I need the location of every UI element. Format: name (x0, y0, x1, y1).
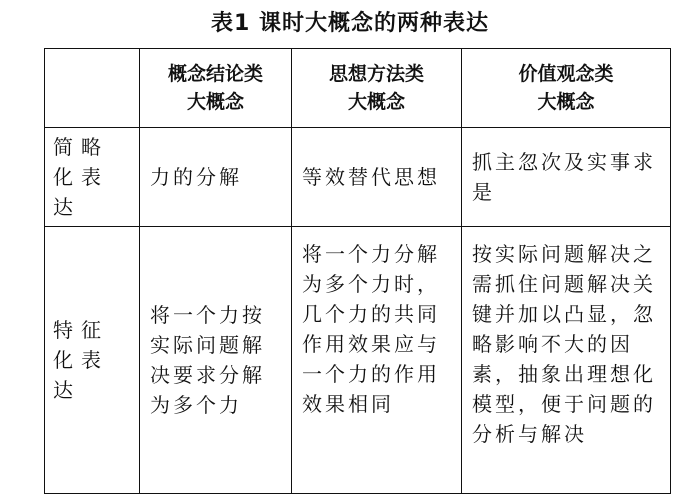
concept-table (44, 48, 671, 494)
cell-brief-concept: 力的分解 (140, 128, 292, 227)
table-title: 表1 课时大概念的两种表达 (211, 11, 489, 36)
header-concept-conclusion: 概念结论类 大概念 (140, 49, 292, 128)
cell-brief-method: 等效替代思想 (292, 128, 462, 227)
cell-feature-values: 按实际问题解决之需抓住问题解决关键并加以凸显，忽略影响不大的因素，抽象出理想化模型，便于问题的分析与解决 (462, 227, 671, 494)
cell-brief-values: 抓主忽次及实事求是 (462, 128, 671, 227)
table-row (45, 128, 671, 227)
table-row (45, 227, 671, 494)
header-thinking-method: 思想方法类 大概念 (292, 49, 462, 128)
cell-feature-method: 将一个力分解为多个力时，几个力的共同作用效果应与一个力的作用效果相同 (292, 227, 462, 494)
header-row (45, 49, 671, 128)
row-label-feature: 特征化表达 (45, 227, 140, 494)
header-corner (45, 49, 140, 128)
header-values: 价值观念类 大概念 (462, 49, 671, 128)
row-label-brief: 简略化表达 (45, 128, 140, 227)
cell-feature-concept: 将一个力按实际问题解决要求分解为多个力 (140, 227, 292, 494)
